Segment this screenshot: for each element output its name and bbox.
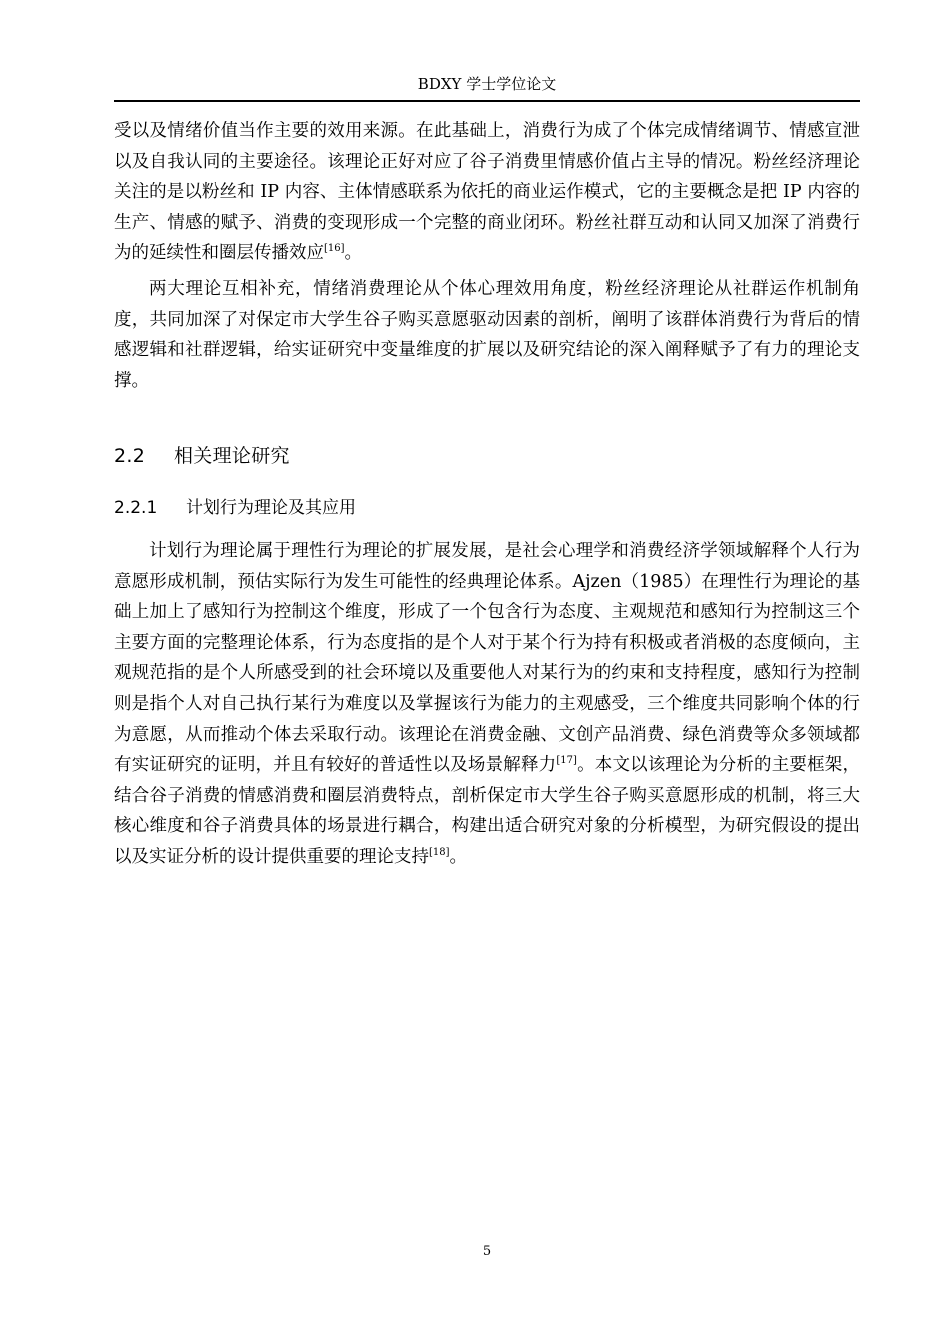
section-heading [114, 442, 290, 470]
paragraph-text [114, 116, 860, 269]
citation-ref[interactable]: [16] [324, 243, 345, 255]
paragraph-text [114, 274, 860, 396]
running-header: BDXY 学士学位论文 [417, 75, 557, 93]
page-number: 5 [482, 1244, 492, 1259]
subsection-title: 计划行为理论及其应用 [186, 498, 356, 518]
paragraph-theories-complement [114, 274, 860, 396]
subsection-number: 2.2.1 [114, 498, 158, 518]
paragraph-tpb [114, 536, 860, 873]
header-rule [114, 100, 860, 102]
paragraph-tail: 。 [449, 846, 468, 867]
paragraph-body-continued: 。本文以该理论为分析的主要框架，结合谷子消费的情感消费和圈层消费特点，剖析保定市大学生谷子购买意愿形成的机制，将三大核心维度和谷子消费具体的场景进行耦合，构建出适合研究对象的分析模型，为研究假设的提出以及实证分析的设计提供重要的理论支持 [114, 755, 860, 867]
subsection-heading [114, 495, 356, 521]
citation-ref[interactable]: [17] [556, 755, 577, 767]
citation-ref[interactable]: [18] [429, 846, 450, 858]
paragraph-tail: 。 [344, 243, 363, 264]
paragraph-text [114, 536, 860, 873]
paragraph-continued [114, 116, 860, 269]
section-title: 相关理论研究 [174, 445, 290, 467]
paragraph-body: 计划行为理论属于理性行为理论的扩展发展，是社会心理学和消费经济学领域解释个人行为意愿形成机制，预估实际行为发生可能性的经典理论体系。Ajzen（1985）在理性行为理论的基础上加上了感知行为控制这个维度，形成了一个包含行为态度、主观规范和感知行为控制这三个主要方面的完整理论体系，行为态度指的是个人对于某个行为持有积极或者消极的态度倾向，主观规范指的是个人所感受到的社会环境以及重要他人对某行为的约束和支持程度，感知行为控制则是指个人对自己执行某行为难度以及掌握该行为能力的主观感受，三个维度共同影响个体的行为意愿，从而推动个体去采取行动。该理论在消费金融、文创产品消费、绿色消费等众多领域都有实证研究的证明，并且有较好的普适性以及场景解释力 [114, 541, 860, 776]
paragraph-body: 两大理论互相补充，情绪消费理论从个体心理效用角度，粉丝经济理论从社群运作机制角度，共同加深了对保定市大学生谷子购买意愿驱动因素的剖析，阐明了该群体消费行为背后的情感逻辑和社群逻辑，给实证研究中变量维度的扩展以及研究结论的深入阐释赋予了有力的理论支撑。 [114, 279, 860, 391]
paragraph-body: 受以及情绪价值当作主要的效用来源。在此基础上，消费行为成了个体完成情绪调节、情感宣泄以及自我认同的主要途径。该理论正好对应了谷子消费里情感价值占主导的情况。粉丝经济理论关注的是以粉丝和 IP 内容、主体情感联系为依托的商业运作模式，它的主要概念是把 IP 内容的生产、情感的赋予、消费的变现形成一个完整的商业闭环。粉丝社群互动和认同又加深了消费行为的延续性和圈层传播效应 [114, 121, 860, 264]
section-number: 2.2 [114, 445, 146, 467]
